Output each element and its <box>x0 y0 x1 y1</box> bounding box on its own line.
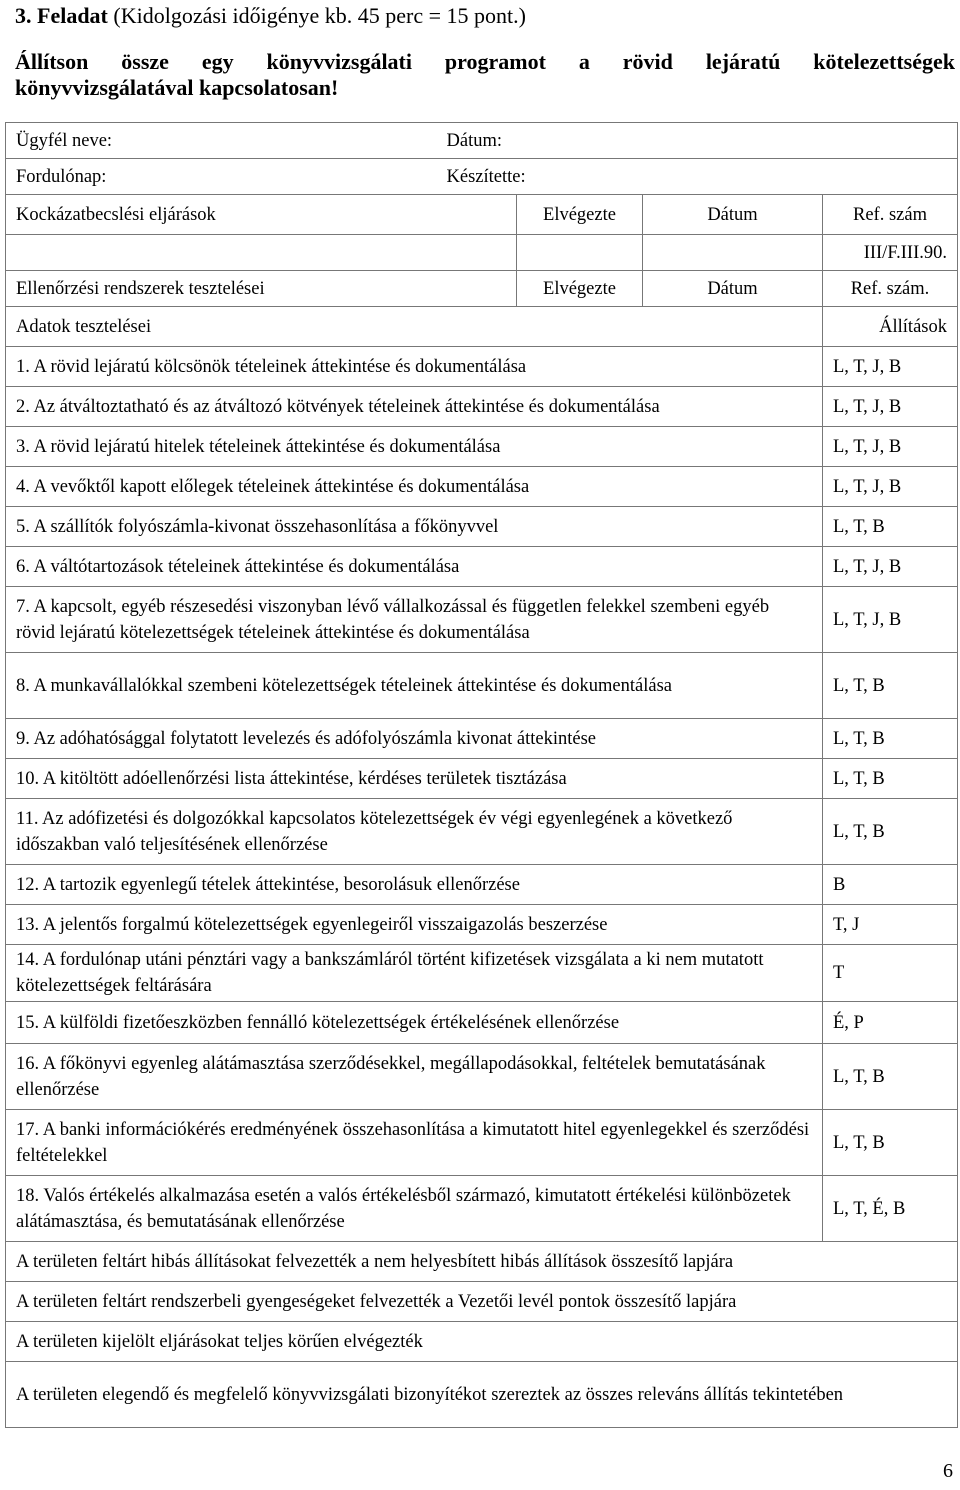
procedure-text: 10. A kitöltött adóellenőrzési lista áttekintése, kérdéses területek tisztázása <box>6 759 823 799</box>
procedure-assertions: L, T, B <box>823 1110 958 1176</box>
procedure-row <box>6 587 958 653</box>
task-heading <box>15 2 526 30</box>
procedure-assertions: L, T, J, B <box>823 387 958 427</box>
procedure-assertions: L, T, É, B <box>823 1176 958 1242</box>
procedure-assertions: L, T, J, B <box>823 467 958 507</box>
procedure-text: 4. A vevőktől kapott előlegek tételeinek áttekintése és dokumentálása <box>6 467 823 507</box>
assertions-header: Állítások <box>823 307 958 347</box>
turn-date-cell: Fordulónap: <box>6 159 517 195</box>
date-cell: Dátum: <box>517 123 958 159</box>
control-done-header: Elvégezte <box>517 271 643 307</box>
procedure-row <box>6 1002 958 1044</box>
procedure-row <box>6 719 958 759</box>
control-ref-header: Ref. szám. <box>823 271 958 307</box>
procedure-text: 14. A fordulónap utáni pénztári vagy a bankszámláról történt kifizetések vizsgálata a ki nem mutatott kötelezettségek feltárására <box>6 945 823 1002</box>
procedure-row <box>6 653 958 719</box>
data-tests-label: Adatok tesztelései <box>6 307 823 347</box>
task-instruction-line1: Állítson össze egy könyvvizsgálati programot a rövid lejáratú kötelezettségek <box>15 49 955 74</box>
procedure-row <box>6 507 958 547</box>
procedure-assertions: L, T, B <box>823 507 958 547</box>
procedure-assertions: L, T, B <box>823 799 958 865</box>
risk-done-value <box>517 235 643 271</box>
procedure-row <box>6 945 958 1002</box>
procedure-row <box>6 427 958 467</box>
procedure-assertions: L, T, J, B <box>823 547 958 587</box>
conclusion-row <box>6 1322 958 1362</box>
procedure-row <box>6 905 958 945</box>
procedure-text: 15. A külföldi fizetőeszközben fennálló kötelezettségek értékelésének ellenőrzése <box>6 1002 823 1044</box>
procedure-row <box>6 547 958 587</box>
task-title: 3. Feladat <box>15 3 108 28</box>
conclusion-row <box>6 1242 958 1282</box>
procedure-row <box>6 467 958 507</box>
procedure-row <box>6 799 958 865</box>
procedure-assertions: L, T, B <box>823 719 958 759</box>
procedure-row <box>6 865 958 905</box>
procedure-assertions: L, T, J, B <box>823 427 958 467</box>
procedure-assertions: L, T, B <box>823 759 958 799</box>
procedure-assertions: L, T, B <box>823 1044 958 1110</box>
conclusion-row <box>6 1282 958 1322</box>
conclusion-text: A területen feltárt hibás állításokat felvezették a nem helyesbített hibás állítások összesítő lapjára <box>6 1242 958 1282</box>
procedure-assertions: T <box>823 945 958 1002</box>
control-date-header: Dátum <box>643 271 823 307</box>
procedure-row <box>6 1176 958 1242</box>
audit-program-table <box>5 122 958 1428</box>
conclusion-text: A területen kijelölt eljárásokat teljes körűen elvégezték <box>6 1322 958 1362</box>
risk-procedures-label: Kockázatbecslési eljárások <box>6 195 517 235</box>
procedure-assertions: B <box>823 865 958 905</box>
procedure-assertions: L, T, B <box>823 653 958 719</box>
procedure-row <box>6 1044 958 1110</box>
task-time: (Kidolgozási időigénye kb. 45 perc = 15 pont.) <box>113 3 526 28</box>
conclusion-text: A területen feltárt rendszerbeli gyengeségeket felvezették a Vezetői levél pontok összesítő lapjára <box>6 1282 958 1322</box>
risk-done-header: Elvégezte <box>517 195 643 235</box>
risk-ref-header: Ref. szám <box>823 195 958 235</box>
procedure-row <box>6 387 958 427</box>
procedure-text: 5. A szállítók folyószámla-kivonat összehasonlítása a főkönyvvel <box>6 507 823 547</box>
procedure-text: 13. A jelentős forgalmú kötelezettségek egyenlegeiről visszaigazolás beszerzése <box>6 905 823 945</box>
procedure-text: 9. Az adóhatósággal folytatott levelezés és adófolyószámla kivonat áttekintése <box>6 719 823 759</box>
procedure-row <box>6 347 958 387</box>
procedure-assertions: L, T, J, B <box>823 587 958 653</box>
risk-ref-value: III/F.III.90. <box>823 235 958 271</box>
procedure-text: 6. A váltótartozások tételeinek áttekintése és dokumentálása <box>6 547 823 587</box>
risk-date-value <box>643 235 823 271</box>
procedure-row <box>6 1110 958 1176</box>
client-name-cell: Ügyfél neve: <box>6 123 517 159</box>
control-tests-label: Ellenőrzési rendszerek tesztelései <box>6 271 517 307</box>
conclusion-row <box>6 1362 958 1428</box>
procedure-text: 3. A rövid lejáratú hitelek tételeinek áttekintése és dokumentálása <box>6 427 823 467</box>
procedure-text: 12. A tartozik egyenlegű tételek áttekintése, besorolásuk ellenőrzése <box>6 865 823 905</box>
procedure-text: 7. A kapcsolt, egyéb részesedési viszonyban lévő vállalkozással és független felekkel szembeni egyéb rövid lejáratú kötelezettségek tételeinek áttekintése és dokumentálása <box>6 587 823 653</box>
prepared-by-cell: Készítette: <box>517 159 958 195</box>
risk-blank-cell <box>6 235 517 271</box>
procedure-assertions: É, P <box>823 1002 958 1044</box>
procedure-text: 2. Az átváltoztatható és az átváltozó kötvények tételeinek áttekintése és dokumentálása <box>6 387 823 427</box>
procedure-text: 1. A rövid lejáratú kölcsönök tételeinek áttekintése és dokumentálása <box>6 347 823 387</box>
task-instruction-line2: könyvvizsgálatával kapcsolatosan! <box>15 75 339 100</box>
procedure-text: 17. A banki információkérés eredményének összehasonlítása a kimutatott hitel egyenlegekkel és szerződési feltételekkel <box>6 1110 823 1176</box>
procedure-text: 16. A főkönyvi egyenleg alátámasztása szerződésekkel, megállapodásokkal, feltételek bemutatásának ellenőrzése <box>6 1044 823 1110</box>
procedure-assertions: L, T, J, B <box>823 347 958 387</box>
page-number: 6 <box>943 1460 953 1482</box>
procedure-row <box>6 759 958 799</box>
procedure-text: 11. Az adófizetési és dolgozókkal kapcsolatos kötelezettségek év végi egyenlegének a következő időszakban való teljesítésének ellenőrzése <box>6 799 823 865</box>
procedure-assertions: T, J <box>823 905 958 945</box>
risk-date-header: Dátum <box>643 195 823 235</box>
procedure-text: 18. Valós értékelés alkalmazása esetén a valós értékelésből származó, kimutatott értékelési különbözetek alátámasztása, és bemutatásának ellenőrzése <box>6 1176 823 1242</box>
procedure-text: 8. A munkavállalókkal szembeni kötelezettségek tételeinek áttekintése és dokumentálása <box>6 653 823 719</box>
conclusion-text: A területen elegendő és megfelelő könyvvizsgálati bizonyítékot szereztek az összes releváns állítás tekintetében <box>6 1362 958 1428</box>
